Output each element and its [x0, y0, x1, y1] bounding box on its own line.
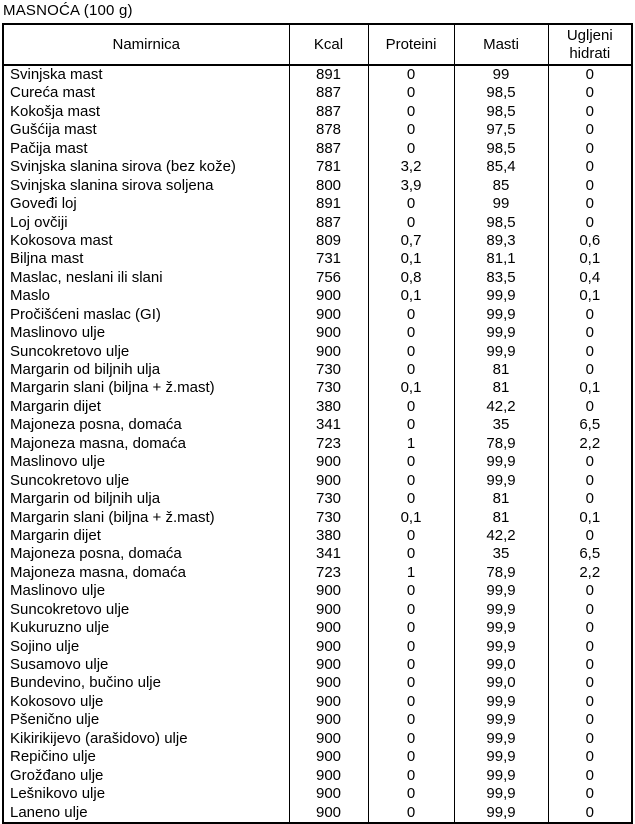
cell-kcal: 900 — [289, 306, 368, 324]
cell-proteini: 0 — [368, 214, 454, 232]
cell-masti: 97,5 — [454, 121, 548, 139]
cell-ugljeni-hidrati: 0 — [548, 527, 632, 545]
cell-masti: 99,9 — [454, 601, 548, 619]
cell-masti: 85,4 — [454, 158, 548, 176]
cell-kcal: 380 — [289, 398, 368, 416]
cell-proteini: 0,7 — [368, 232, 454, 250]
table-row — [3, 195, 632, 213]
cell-ugljeni-hidrati: 0 — [548, 306, 632, 324]
table-row — [3, 674, 632, 692]
cell-proteini: 0 — [368, 748, 454, 766]
cell-namirnica: Maslinovo ulje — [3, 324, 289, 342]
cell-ugljeni-hidrati: 0 — [548, 601, 632, 619]
cell-ugljeni-hidrati: 0 — [548, 177, 632, 195]
cell-proteini: 0 — [368, 84, 454, 102]
cell-kcal: 900 — [289, 287, 368, 305]
cell-namirnica: Kikirikijevo (arašidovo) ulje — [3, 730, 289, 748]
table-row — [3, 65, 632, 84]
cell-masti: 99,9 — [454, 453, 548, 471]
cell-proteini: 0 — [368, 527, 454, 545]
table-row — [3, 232, 632, 250]
table-row — [3, 250, 632, 268]
col-header-proteini: Proteini — [368, 24, 454, 65]
table-row — [3, 601, 632, 619]
cell-masti: 99,9 — [454, 324, 548, 342]
cell-ugljeni-hidrati: 0 — [548, 65, 632, 84]
table-row — [3, 804, 632, 823]
cell-namirnica: Margarin dijet — [3, 398, 289, 416]
table-row — [3, 84, 632, 102]
cell-kcal: 730 — [289, 361, 368, 379]
cell-proteini: 0 — [368, 545, 454, 563]
cell-proteini: 3,9 — [368, 177, 454, 195]
cell-kcal: 730 — [289, 490, 368, 508]
table-row — [3, 269, 632, 287]
cell-namirnica: Margarin dijet — [3, 527, 289, 545]
cell-namirnica: Maslinovo ulje — [3, 582, 289, 600]
cell-ugljeni-hidrati: 6,5 — [548, 416, 632, 434]
page-title: MASNOĆA (100 g) — [3, 2, 133, 19]
cell-proteini: 3,2 — [368, 158, 454, 176]
cell-ugljeni-hidrati: 0 — [548, 214, 632, 232]
cell-kcal: 900 — [289, 804, 368, 823]
cell-masti: 85 — [454, 177, 548, 195]
cell-ugljeni-hidrati: 0,6 — [548, 232, 632, 250]
cell-masti: 99,9 — [454, 287, 548, 305]
table-row — [3, 545, 632, 563]
cell-namirnica: Margarin slani (biljna + ž.mast) — [3, 509, 289, 527]
cell-masti: 99,9 — [454, 693, 548, 711]
table-row — [3, 656, 632, 674]
cell-namirnica: Pačija mast — [3, 140, 289, 158]
cell-kcal: 900 — [289, 767, 368, 785]
table-row — [3, 140, 632, 158]
cell-masti: 99,9 — [454, 804, 548, 823]
cell-namirnica: Majoneza posna, domaća — [3, 545, 289, 563]
cell-masti: 99,9 — [454, 730, 548, 748]
cell-namirnica: Kokošja mast — [3, 103, 289, 121]
cell-masti: 83,5 — [454, 269, 548, 287]
cell-kcal: 900 — [289, 674, 368, 692]
nutrition-table — [2, 23, 633, 824]
cell-proteini: 0,1 — [368, 509, 454, 527]
table-row — [3, 693, 632, 711]
cell-kcal: 900 — [289, 638, 368, 656]
table-row — [3, 711, 632, 729]
cell-namirnica: Cureća mast — [3, 84, 289, 102]
table-row — [3, 748, 632, 766]
cell-kcal: 900 — [289, 619, 368, 637]
table-row — [3, 361, 632, 379]
cell-ugljeni-hidrati: 0 — [548, 140, 632, 158]
cell-kcal: 900 — [289, 730, 368, 748]
cell-proteini: 0,1 — [368, 379, 454, 397]
cell-namirnica: Kokosova mast — [3, 232, 289, 250]
table-row — [3, 103, 632, 121]
cell-masti: 99,9 — [454, 582, 548, 600]
cell-namirnica: Suncokretovo ulje — [3, 601, 289, 619]
cell-namirnica: Svinjska slanina sirova (bez kože) — [3, 158, 289, 176]
cell-masti: 81 — [454, 509, 548, 527]
cell-proteini: 0 — [368, 674, 454, 692]
cell-masti: 99 — [454, 65, 548, 84]
table-row — [3, 214, 632, 232]
cell-proteini: 0 — [368, 65, 454, 84]
cell-kcal: 900 — [289, 582, 368, 600]
table-row — [3, 527, 632, 545]
cell-namirnica: Svinjska slanina sirova soljena — [3, 177, 289, 195]
table-row — [3, 379, 632, 397]
cell-ugljeni-hidrati: 0 — [548, 785, 632, 803]
cell-namirnica: Majoneza masna, domaća — [3, 564, 289, 582]
cell-masti: 78,9 — [454, 564, 548, 582]
header-row — [3, 24, 632, 65]
cell-namirnica: Loj ovčiji — [3, 214, 289, 232]
cell-ugljeni-hidrati: 0 — [548, 158, 632, 176]
table-row — [3, 767, 632, 785]
table-row — [3, 435, 632, 453]
cell-proteini: 0 — [368, 767, 454, 785]
cell-masti: 35 — [454, 545, 548, 563]
cell-ugljeni-hidrati: 0 — [548, 398, 632, 416]
cell-proteini: 0 — [368, 730, 454, 748]
table-row — [3, 619, 632, 637]
table-row — [3, 398, 632, 416]
cell-proteini: 0 — [368, 804, 454, 823]
cell-namirnica: Maslo — [3, 287, 289, 305]
cell-masti: 81 — [454, 379, 548, 397]
cell-kcal: 900 — [289, 453, 368, 471]
cell-ugljeni-hidrati: 0 — [548, 674, 632, 692]
cell-kcal: 891 — [289, 195, 368, 213]
cell-kcal: 900 — [289, 656, 368, 674]
cell-proteini: 0 — [368, 656, 454, 674]
cell-proteini: 0 — [368, 306, 454, 324]
cell-namirnica: Biljna mast — [3, 250, 289, 268]
cell-namirnica: Suncokretovo ulje — [3, 343, 289, 361]
cell-kcal: 756 — [289, 269, 368, 287]
cell-ugljeni-hidrati: 0 — [548, 361, 632, 379]
cell-ugljeni-hidrati: 0 — [548, 195, 632, 213]
cell-kcal: 900 — [289, 472, 368, 490]
cell-masti: 99,0 — [454, 656, 548, 674]
cell-masti: 81 — [454, 361, 548, 379]
table-row — [3, 472, 632, 490]
cell-ugljeni-hidrati: 0 — [548, 324, 632, 342]
cell-kcal: 800 — [289, 177, 368, 195]
cell-proteini: 0 — [368, 638, 454, 656]
cell-namirnica: Gušćija mast — [3, 121, 289, 139]
cell-kcal: 730 — [289, 379, 368, 397]
col-header-kcal: Kcal — [289, 24, 368, 65]
cell-masti: 99,9 — [454, 711, 548, 729]
cell-ugljeni-hidrati: 0 — [548, 656, 632, 674]
cell-ugljeni-hidrati: 0 — [548, 693, 632, 711]
cell-kcal: 900 — [289, 343, 368, 361]
cell-namirnica: Laneno ulje — [3, 804, 289, 823]
cell-ugljeni-hidrati: 0 — [548, 490, 632, 508]
cell-kcal: 723 — [289, 564, 368, 582]
cell-masti: 81 — [454, 490, 548, 508]
cell-proteini: 0,8 — [368, 269, 454, 287]
cell-masti: 81,1 — [454, 250, 548, 268]
cell-namirnica: Sojino ulje — [3, 638, 289, 656]
cell-kcal: 341 — [289, 545, 368, 563]
cell-proteini: 0 — [368, 140, 454, 158]
table-row — [3, 785, 632, 803]
cell-namirnica: Pšenično ulje — [3, 711, 289, 729]
cell-proteini: 0 — [368, 343, 454, 361]
cell-ugljeni-hidrati: 0 — [548, 748, 632, 766]
cell-ugljeni-hidrati: 0,1 — [548, 250, 632, 268]
cell-masti: 99,9 — [454, 343, 548, 361]
cell-masti: 99 — [454, 195, 548, 213]
cell-kcal: 900 — [289, 601, 368, 619]
cell-masti: 89,3 — [454, 232, 548, 250]
cell-proteini: 0 — [368, 785, 454, 803]
cell-kcal: 809 — [289, 232, 368, 250]
table-row — [3, 638, 632, 656]
cell-kcal: 723 — [289, 435, 368, 453]
cell-masti: 99,9 — [454, 767, 548, 785]
cell-ugljeni-hidrati: 0,1 — [548, 379, 632, 397]
cell-proteini: 0 — [368, 490, 454, 508]
cell-ugljeni-hidrati: 0 — [548, 472, 632, 490]
cell-ugljeni-hidrati: 0 — [548, 84, 632, 102]
cell-kcal: 887 — [289, 140, 368, 158]
table-row — [3, 287, 632, 305]
cell-kcal: 887 — [289, 103, 368, 121]
cell-namirnica: Maslac, neslani ili slani — [3, 269, 289, 287]
cell-masti: 35 — [454, 416, 548, 434]
cell-kcal: 900 — [289, 693, 368, 711]
cell-namirnica: Bundevino, bučino ulje — [3, 674, 289, 692]
cell-kcal: 900 — [289, 748, 368, 766]
table-row — [3, 177, 632, 195]
table-row — [3, 306, 632, 324]
col-header-namirnica: Namirnica — [3, 24, 289, 65]
cell-masti: 99,9 — [454, 785, 548, 803]
cell-kcal: 781 — [289, 158, 368, 176]
table-row — [3, 343, 632, 361]
cell-namirnica: Margarin slani (biljna + ž.mast) — [3, 379, 289, 397]
cell-kcal: 731 — [289, 250, 368, 268]
cell-namirnica: Susamovo ulje — [3, 656, 289, 674]
cell-proteini: 0 — [368, 398, 454, 416]
cell-ugljeni-hidrati: 6,5 — [548, 545, 632, 563]
cell-masti: 98,5 — [454, 140, 548, 158]
cell-kcal: 730 — [289, 509, 368, 527]
table-row — [3, 730, 632, 748]
cell-ugljeni-hidrati: 0 — [548, 453, 632, 471]
table-row — [3, 324, 632, 342]
cell-ugljeni-hidrati: 0 — [548, 638, 632, 656]
cell-masti: 78,9 — [454, 435, 548, 453]
table-row — [3, 416, 632, 434]
cell-namirnica: Maslinovo ulje — [3, 453, 289, 471]
cell-masti: 42,2 — [454, 527, 548, 545]
cell-namirnica: Repičino ulje — [3, 748, 289, 766]
cell-masti: 99,9 — [454, 306, 548, 324]
cell-proteini: 0 — [368, 711, 454, 729]
cell-namirnica: Kukuruzno ulje — [3, 619, 289, 637]
cell-namirnica: Margarin od biljnih ulja — [3, 490, 289, 508]
col-header-ugljeni-hidrati: Ugljeni hidrati — [548, 24, 632, 65]
cell-kcal: 380 — [289, 527, 368, 545]
cell-kcal: 878 — [289, 121, 368, 139]
table-row — [3, 158, 632, 176]
table-row — [3, 564, 632, 582]
cell-namirnica: Svinjska mast — [3, 65, 289, 84]
cell-ugljeni-hidrati: 0 — [548, 711, 632, 729]
cell-namirnica: Pročišćeni maslac (GI) — [3, 306, 289, 324]
cell-masti: 99,9 — [454, 748, 548, 766]
cell-ugljeni-hidrati: 0 — [548, 343, 632, 361]
table-row — [3, 121, 632, 139]
cell-proteini: 0 — [368, 601, 454, 619]
cell-proteini: 0 — [368, 361, 454, 379]
cell-kcal: 887 — [289, 84, 368, 102]
cell-proteini: 0 — [368, 121, 454, 139]
cell-ugljeni-hidrati: 0,1 — [548, 509, 632, 527]
cell-namirnica: Kokosovo ulje — [3, 693, 289, 711]
cell-masti: 98,5 — [454, 214, 548, 232]
cell-masti: 98,5 — [454, 84, 548, 102]
cell-ugljeni-hidrati: 0 — [548, 103, 632, 121]
cell-proteini: 0 — [368, 416, 454, 434]
cell-namirnica: Grožđano ulje — [3, 767, 289, 785]
cell-ugljeni-hidrati: 0 — [548, 582, 632, 600]
cell-proteini: 1 — [368, 435, 454, 453]
table-row — [3, 490, 632, 508]
cell-ugljeni-hidrati: 0,4 — [548, 269, 632, 287]
cell-proteini: 0 — [368, 195, 454, 213]
cell-masti: 98,5 — [454, 103, 548, 121]
cell-proteini: 0 — [368, 103, 454, 121]
col-header-masti: Masti — [454, 24, 548, 65]
cell-ugljeni-hidrati: 2,2 — [548, 564, 632, 582]
cell-masti: 99,9 — [454, 638, 548, 656]
cell-kcal: 900 — [289, 324, 368, 342]
cell-namirnica: Majoneza posna, domaća — [3, 416, 289, 434]
cell-ugljeni-hidrati: 0,1 — [548, 287, 632, 305]
cell-proteini: 0 — [368, 453, 454, 471]
cell-ugljeni-hidrati: 0 — [548, 730, 632, 748]
cell-namirnica: Lešnikovo ulje — [3, 785, 289, 803]
cell-masti: 99,9 — [454, 472, 548, 490]
cell-kcal: 887 — [289, 214, 368, 232]
cell-kcal: 891 — [289, 65, 368, 84]
cell-proteini: 0,1 — [368, 250, 454, 268]
cell-ugljeni-hidrati: 2,2 — [548, 435, 632, 453]
cell-proteini: 1 — [368, 564, 454, 582]
cell-proteini: 0 — [368, 582, 454, 600]
cell-proteini: 0,1 — [368, 287, 454, 305]
cell-masti: 99,0 — [454, 674, 548, 692]
cell-namirnica: Suncokretovo ulje — [3, 472, 289, 490]
cell-namirnica: Margarin od biljnih ulja — [3, 361, 289, 379]
table-row — [3, 453, 632, 471]
cell-proteini: 0 — [368, 472, 454, 490]
cell-masti: 42,2 — [454, 398, 548, 416]
cell-masti: 99,9 — [454, 619, 548, 637]
cell-ugljeni-hidrati: 0 — [548, 767, 632, 785]
cell-kcal: 900 — [289, 785, 368, 803]
cell-ugljeni-hidrati: 0 — [548, 619, 632, 637]
cell-namirnica: Majoneza masna, domaća — [3, 435, 289, 453]
cell-kcal: 900 — [289, 711, 368, 729]
table-body — [3, 65, 632, 823]
cell-proteini: 0 — [368, 619, 454, 637]
cell-ugljeni-hidrati: 0 — [548, 121, 632, 139]
cell-ugljeni-hidrati: 0 — [548, 804, 632, 823]
cell-proteini: 0 — [368, 693, 454, 711]
cell-proteini: 0 — [368, 324, 454, 342]
cell-kcal: 341 — [289, 416, 368, 434]
cell-namirnica: Goveđi loj — [3, 195, 289, 213]
table-row — [3, 509, 632, 527]
table-row — [3, 582, 632, 600]
